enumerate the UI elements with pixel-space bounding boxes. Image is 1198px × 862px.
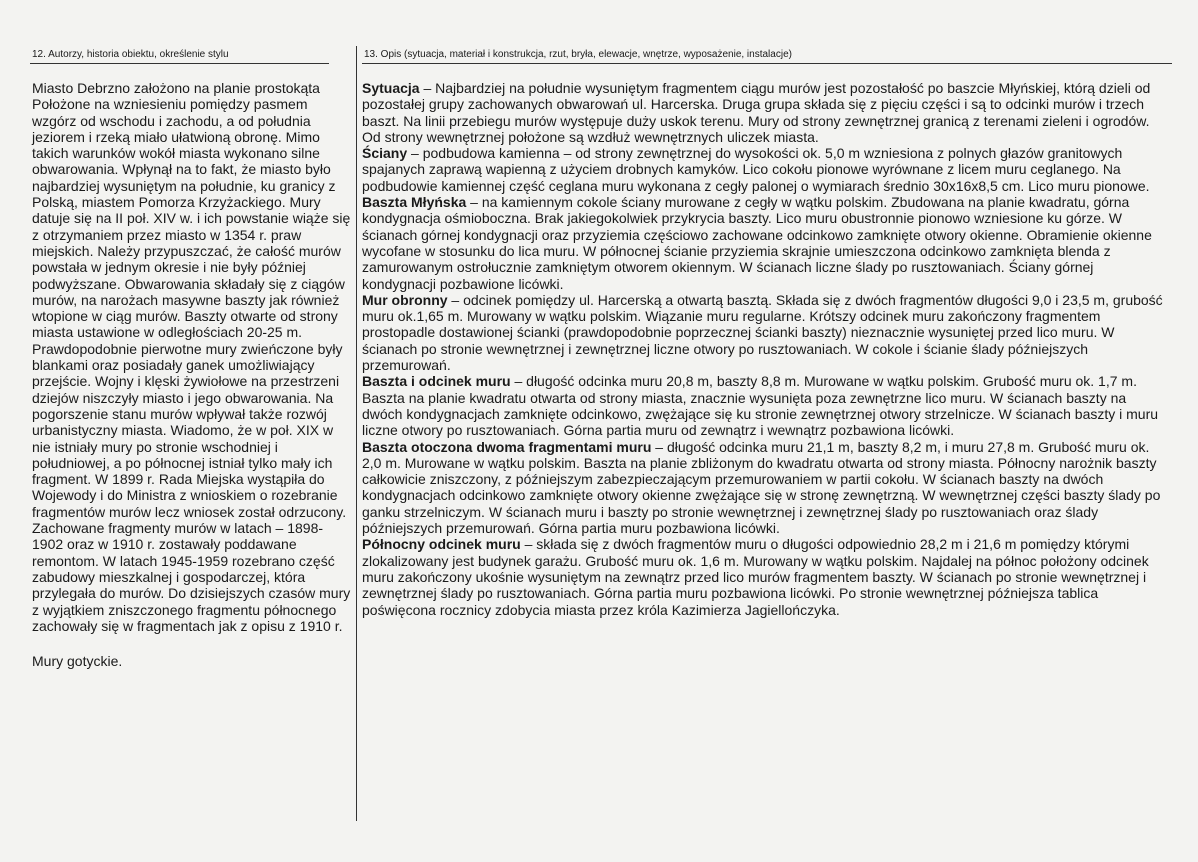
- column-divider: [356, 46, 357, 821]
- description-paragraph: [362, 194, 1170, 292]
- paragraph-heading: Sytuacja: [362, 80, 420, 96]
- paragraph-heading: Mur obronny: [362, 291, 448, 308]
- description-paragraph: [362, 373, 1170, 438]
- description-paragraph: [362, 80, 1170, 145]
- paragraph-heading: Baszta i odcinek muru: [362, 373, 511, 390]
- paragraph-text: – składa się z dwóch fragmentów muru o długości odpowiednio 28,2 m i 21,6 m pomiędzy którymi zlokalizowany jest budynek garażu. Grubość muru ok. 1,6 m. Murowany w wątku polskim. Najdalej na północ położony odcinek muru zakończony ukośnie wysuniętym na zewnątrz przed lico murów fragmentem baszty. W ścianach po stronie wewnętrznej i zewnętrznej ślady po rusztowaniach. Górna partia muru pozbawiona licówki. Po stronie wewnętrznej późniejsza tablica poświęcona rocznicy zdobycia miasta przez króla Kazimierza Jagiellończyka.: [362, 536, 1149, 618]
- description-paragraph: [362, 145, 1170, 194]
- paragraph-text: – podbudowa kamienna – od strony zewnętrznej do wysokości ok. 5,0 m wzniesiona z polnych głazów granitowych spajanych zaprawą wapienną z użyciem drobnych kamyków. Lico cokołu pionowe wyrównane z licem muru ceglanego. Na podbudowie kamiennej część ceglana muru wykonana z cegły palonej o wymiarach średnio 30x16x8,5 cm. Lico muru pionowe.: [362, 145, 1150, 194]
- paragraph-heading: Baszta Młyńska: [362, 194, 467, 211]
- description-paragraph: [362, 292, 1170, 373]
- section-13-header: 13. Opis (sytuacja, materiał i konstrukcja, rzut, bryła, elewacje, wnętrze, wyposażenie, instalacje): [362, 46, 1172, 64]
- paragraph-heading: Baszta otoczona dwoma fragmentami muru: [362, 438, 652, 455]
- section-12-header: 12. Autorzy, historia obiektu, określenie stylu: [30, 46, 329, 64]
- document-sheet: [30, 46, 1170, 846]
- paragraph-heading: Ściany: [362, 145, 408, 162]
- history-column: [32, 80, 352, 669]
- style-text: Mury gotyckie.: [32, 653, 123, 670]
- description-column: [362, 80, 1170, 618]
- paragraph-text: – odcinek pomiędzy ul. Harcerską a otwartą basztą. Składa się z dwóch fragmentów długości 9,0 i 23,5 m, grubość muru ok.1,65 m. Murowany w wątku polskim. Wiązanie muru regularne. Krótszy odcinek muru zakończony fragmentem prostopadle dostawionej ścianki (prawdopodobnie poprzecznej ścianki baszty) nieznacznie wysuniętej przed lico muru. W ścianach po stronie wewnętrznej i zewnętrznej liczne otwory po rusztowaniach. W cokole i ścianie ślady późniejszych przemurowań.: [362, 291, 1163, 374]
- paragraph-text: – Najbardziej na południe wysuniętym fragmentem ciągu murów jest pozostałość po baszcie Młyńskiej, którą dzieli od pozostałej grupy zachowanych obwarowań ul. Harcerska. Druga grupa składa się z pięciu części i są to odcinki murów i trzech baszt. Na linii przebiegu murów występuje duży uskok terenu. Mury od strony zewnętrznej granicą z terenami zieleni i ogrodów. Od strony wewnętrznej położone są wzdłuż wewnętrznych uliczek miasta.: [362, 80, 1151, 145]
- paragraph-heading: Północny odcinek muru: [362, 536, 521, 553]
- history-text: Miasto Debrzno założono na planie prostokąta Położone na wzniesieniu pomiędzy pasmem wzgórz od wschodu i zachodu, a od południa jeziorem i rzeką miało ułatwioną obronę. Mimo takich warunków wokół miasta wykonano silne obwarowania. Wpłynął na to fakt, że miasto było najbardziej wysuniętym na południe, ku granicy z Polską, miastem Pomorza Krzyżackiego. Mury datuje się na II poł. XIV w. i ich powstanie wiąże się z otrzymaniem przez miasto w 1354 r. praw miejskich. Należy przypuszczać, że całość murów powstała w jednym okresie i nie były później podwyższane. Obwarowania składały się z ciągów murów, na narożach masywne baszty jak również wtopione w ciąg murów. Baszty otwarte od strony miasta ustawione w odległościach 20-25 m. Prawdopodobnie pierwotne mury zwieńczone były blankami oraz posiadały ganek umożliwiający przejście. Wojny i klęski żywiołowe na przestrzeni dziejów niszczyły miasto i jego obwarowania. Na pogorszenie stanu murów wpływał także rozwój urbanistyczny miasta. Wiadomo, że w poł. XIX w nie istniały mury po stronie wschodniej i południowej, a po północnej istniał tylko mały ich fragment. W 1899 r. Rada Miejska wystąpiła do Wojewody i do Ministra z wnioskiem o rozebranie fragmentów murów lecz wniosek został odrzucony. Zachowane fragmenty murów w latach – 1898-1902 oraz w 1910 r. zostawały poddawane remontom. W latach 1945-1959 rozebrano część zabudowy mieszkalnej i gospodarczej, która przylegała do murów. Do dzisiejszych czasów mury z wyjątkiem zniszczonego fragmentu północnego zachowały się w fragmentach jak z opisu z 1910 r.: [32, 80, 351, 634]
- paragraph-text: – długość odcinka muru 20,8 m, baszty 8,8 m. Murowane w wątku polskim. Grubość muru ok. 1,7 m. Baszta na planie kwadratu otwarta od strony miasta, znacznie wysunięta poza zewnętrzne lico muru. W ścianach baszty na dwóch kondygnacjach zamknięte odcinkowo, zwężające się ku stronie zewnętrznej otwory strzelnicze. W ścianach baszty i muru liczne otwory po rusztowaniach. Górna partia muru od zewnątrz i wewnątrz pozbawiona licówki.: [362, 373, 1159, 439]
- paragraph-text: – długość odcinka muru 21,1 m, baszty 8,2 m, i muru 27,8 m. Grubość muru ok. 2,0 m. Murowane w wątku polskim. Baszta na planie zbliżonym do kwadratu otwarta od strony miasta. Północny narożnik baszty całkowicie zniszczony, z późniejszym zabezpieczającym przemurowaniem w partii cokołu. W ścianach baszty na dwóch kondygnacjach odcinkowo zamknięte otwory okienne zwężające się w stronę zewnętrzną. W wewnętrznej części baszty ślady po ganku strzelniczym. W ścianach muru i baszty po stronie wewnętrznej i zewnętrznej ślady po rusztowaniach oraz ślady późniejszych przemurowań. Górna partia muru pozbawiona licówki.: [362, 438, 1161, 537]
- description-paragraph: [362, 439, 1170, 537]
- description-paragraph: [362, 536, 1170, 617]
- paragraph-text: – na kamiennym cokole ściany murowane z cegły w wątku polskim. Zbudowana na planie kwadratu, górna kondygnacja ośmioboczna. Brak jakiegokolwiek przykrycia baszty. Lico muru obustronnie pionowo wzniesione ku górze. W ścianach górnej kondygnacji oraz przyziemia częściowo zachowane odcinkowo zamknięte otwory okienne. Obramienie okienne wycofane w stosunku do lica muru. W północnej ścianie przyziemia skrajnie umieszczona odcinkowo zamknięta blenda z zamurowanym ostrołucznie zamkniętym otworem okiennym. W ścianach liczne ślady po rusztowaniach. Ściany górnej kondygnacji pozbawione licówki.: [362, 194, 1152, 292]
